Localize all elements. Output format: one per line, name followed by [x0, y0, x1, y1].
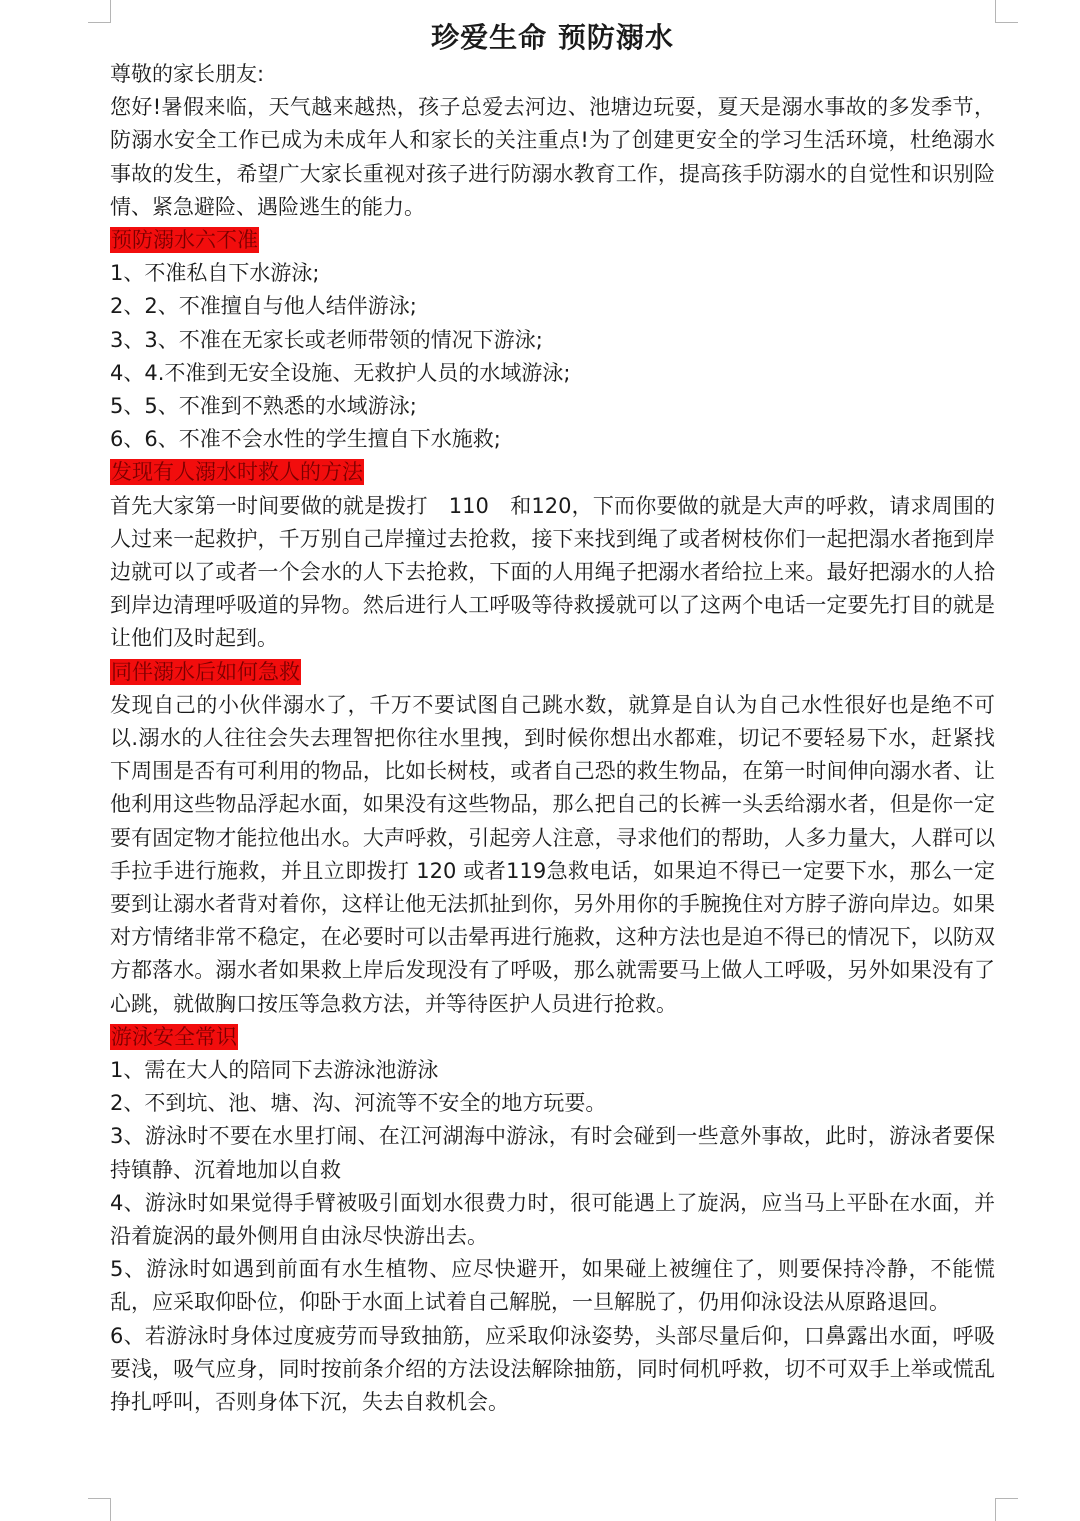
section-heading-companion-first-aid: 同伴溺水后如何急救 — [111, 659, 300, 684]
list-item: 1、需在大人的陪同下去游泳池游泳 — [110, 1058, 439, 1083]
crop-mark-bottom-left — [88, 1498, 111, 1521]
section-heading-rescue-method: 发现有人溺水时救人的方法 — [111, 460, 363, 485]
list-item: 2、不到坑、池、塘、沟、河流等不安全的地方玩要。 — [110, 1091, 607, 1116]
list-item: 6、若游泳时身体过度疲劳而导致抽筋，应采取仰泳姿势，头部尽量后仰，口鼻露出水面，呼吸要浅，吸气应身，同时按前条介绍的方法设法解除抽筋，同时伺机呼救，切不可双手上举或慌乱挣扎呼叫，否则身体下沉，失去自救机会。 — [110, 1323, 995, 1415]
section-heading-line — [110, 656, 995, 689]
rescue-method-paragraph: 首先大家第一时间要做的就是拨打 110 和120，下而你要做的就是大声的呼救，请求周围的人过来一起救护，千万别自己岸撞过去抢救，接下来找到绳了或者树枝你们一起把溻水者拖到岸边就可以了或者一个会水的人下去抢救，下面的人用绳子把溺水者给拉上来。最好把溺水的人拾到岸边清理呼吸道的异物。然后进行人工呼吸等待救援就可以了这两个电话一定要先打目的就是让他们及时起到。 — [110, 493, 995, 651]
crop-mark-top-left — [88, 0, 111, 23]
section-heading-line — [110, 456, 995, 489]
list-item: 5、5、不准到不熟悉的水域游泳; — [110, 394, 417, 419]
list-item: 1、不准私自下水游泳; — [110, 261, 320, 286]
list-item: 3、3、不准在无家长或老师带领的情况下游泳; — [110, 327, 543, 352]
document-title: 珍爱生命 预防溺水 — [431, 21, 674, 54]
section-heading-six-rules: 预防溺水六不准 — [111, 228, 258, 253]
list-item: 6、6、不准不会水性的学生擅自下水施救; — [110, 427, 501, 452]
section-heading-line — [110, 1021, 995, 1054]
crop-mark-top-right — [995, 0, 1018, 23]
section-heading-swim-safety: 游泳安全常识 — [111, 1024, 237, 1049]
companion-first-aid-paragraph: 发现自己的小伙伴溺水了，千万不要试图自己跳水数，就算是自认为自己水性很好也是绝不可以.溺水的人往往会失去理智把你往水里拽，到时候你想出水都难，切记不要轻易下水，赶紧找下周围是否有可利用的物品，比如长树枝，或者自己恐的救生物品，在第一时间伸向溺水者、让他利用这些物品浮起水面，如果没有这些物品，那么把自己的长裤一头丢给溺水者，但是你一定要有固定物才能拉他出水。大声呼救，引起旁人注意，寻求他们的帮助，人多力量大，人群可以手拉手进行施救，并且立即拨打 120 或者119急救电话，如果迫不得已一定要下水，那么一定要到让溺水者背对着你，这样让他无法抓扯到你，另外用你的手腕挽住对方脖子游向岸边。如果对方情绪非常不稳定，在必要时可以击晕再进行施救，这种方法也是迫不得已的情况下，以防双方都落水。溺水者如果救上岸后发现没有了呼吸，那么就需要马上做人工呼吸，另外如果没有了心跳，就做胸口按压等急救方法，并等待医护人员进行抢救。 — [110, 692, 995, 1016]
list-item: 3、游泳时不要在水里打闹、在江河湖海中游泳，有时会碰到一些意外事故，此时，游泳者要保持镇静、沉着地加以自救 — [110, 1124, 995, 1182]
list-item: 4、游泳时如果觉得手臂被吸引面划水很费力时，很可能遇上了旋涡，应当马上平卧在水面，并沿着旋涡的最外侧用自由泳尽快游出去。 — [110, 1190, 995, 1249]
list-item: 5、游泳时如遇到前面有水生植物、应尽快避开，如果碰上被缠住了，则要保持冷静，不能慌乱，应采取仰卧位，仰卧于水面上试着自己解脱，一旦解脱了，仍用仰泳设法从原路退回。 — [110, 1257, 995, 1315]
list-item: 2、2、不准擅自与他人结伴游泳; — [110, 294, 417, 319]
list-item: 4、4.不准到无安全设施、无救护人员的水域游泳; — [110, 360, 571, 385]
section-heading-line — [110, 224, 995, 257]
crop-mark-bottom-right — [995, 1498, 1018, 1521]
intro-paragraph: 您好!暑假来临，天气越来越热，孩子总爱去河边、池塘边玩耍，夏天是溺水事故的多发季节，防溺水安全工作已成为未成年人和家长的关注重点!为了创建更安全的学习生活环境，杜绝溺水事故的发生，希望广大家长重视对孩子进行防溺水教育工作，提高孩手防溺水的自觉性和识别险情、紧急避险、遇险逃生的能力。 — [110, 95, 995, 219]
greeting: 尊敬的家长朋友: — [110, 62, 265, 86]
document-page — [110, 18, 995, 1419]
